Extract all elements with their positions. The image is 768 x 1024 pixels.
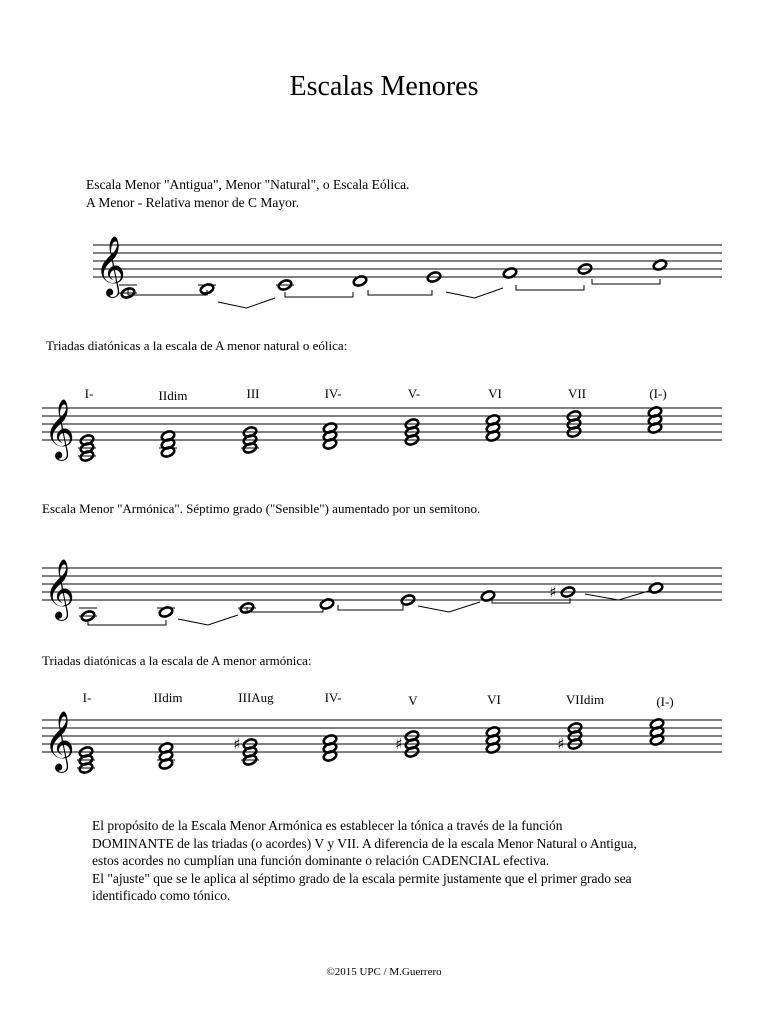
- sharp-icon: ♯: [395, 735, 403, 753]
- roman-numeral-label: IV-: [324, 386, 342, 401]
- roman-numeral-label: V-: [407, 386, 421, 401]
- semitone-mark: [178, 615, 238, 625]
- sharp-icon: ♯: [549, 583, 557, 601]
- explanation-line-1: El propósito de la Escala Menor Armónica es establecer la tónica a través de la función: [92, 818, 563, 833]
- explanation-line-4: El "ajuste" que se le aplica al séptimo grado de la escala permite justamente que el primer grado sea: [92, 870, 632, 886]
- harmonic-scale-caption: Escala Menor "Armónica". Séptimo grado ("Sensible") aumentado por un semitono.: [42, 501, 481, 516]
- treble-clef-icon: 𝄞: [44, 711, 75, 771]
- intro-line-2: A Menor - Relativa menor de C Mayor.: [86, 194, 299, 210]
- roman-numeral-label: I-: [84, 386, 94, 401]
- treble-clef-icon: 𝄞: [44, 399, 75, 459]
- intro-line-1: Escala Menor "Antigua", Menor "Natural", o Escala Eólica.: [86, 177, 410, 192]
- roman-numeral-label: I-: [82, 690, 92, 705]
- roman-numeral-label: IIIAug: [238, 690, 274, 705]
- roman-numeral-label: (I-): [649, 386, 667, 401]
- tone-bracket: [592, 279, 660, 284]
- semitone-mark: [218, 298, 275, 308]
- roman-numeral-label: VIIdim: [565, 692, 605, 707]
- sharp-icon: ♯: [557, 735, 565, 753]
- copyright-footer: ©2015 UPC / M.Guerrero: [326, 966, 442, 978]
- roman-numeral-label: IIdim: [158, 388, 188, 403]
- sharp-icon: ♯: [233, 735, 241, 753]
- tone-bracket: [128, 290, 207, 295]
- semitone-mark: [446, 288, 503, 298]
- semitone-mark: [418, 602, 480, 612]
- roman-numeral-label: (I-): [656, 694, 674, 709]
- roman-numeral-label: VI: [488, 386, 502, 401]
- page-title: Escalas Menores: [289, 71, 479, 102]
- roman-numeral-label: IV-: [324, 690, 342, 705]
- explanation-line-5: identificado como tónico.: [92, 888, 231, 903]
- harmonic-triads-caption: Triadas diatónicas a la escala de A menor armónica:: [42, 653, 312, 668]
- tone-bracket: [247, 607, 323, 612]
- tone-bracket: [516, 285, 584, 290]
- tone-bracket: [368, 290, 432, 295]
- roman-numeral-label: V: [408, 693, 418, 708]
- treble-clef-icon: 𝄞: [95, 236, 126, 296]
- treble-clef-icon: 𝄞: [44, 559, 75, 619]
- explanation-line-3: estos acordes no cumplían una función dominante o relación CADENCIAL efectiva.: [92, 853, 550, 868]
- roman-numeral-label: VII: [567, 386, 587, 401]
- explanation-line-2: DOMINANTE de las triadas (o acordes) V y VII. A diferencia de la escala Menor Natural o Antigua,: [92, 835, 637, 851]
- tone-bracket: [285, 292, 353, 297]
- tone-bracket: [88, 620, 166, 625]
- roman-numeral-label: VI: [487, 692, 501, 707]
- tone-bracket: [338, 605, 403, 610]
- natural-triads-caption: Triadas diatónicas a la escala de A menor natural o eólica:: [46, 338, 348, 353]
- roman-numeral-label: IIdim: [153, 690, 183, 705]
- roman-numeral-label: III: [246, 386, 260, 401]
